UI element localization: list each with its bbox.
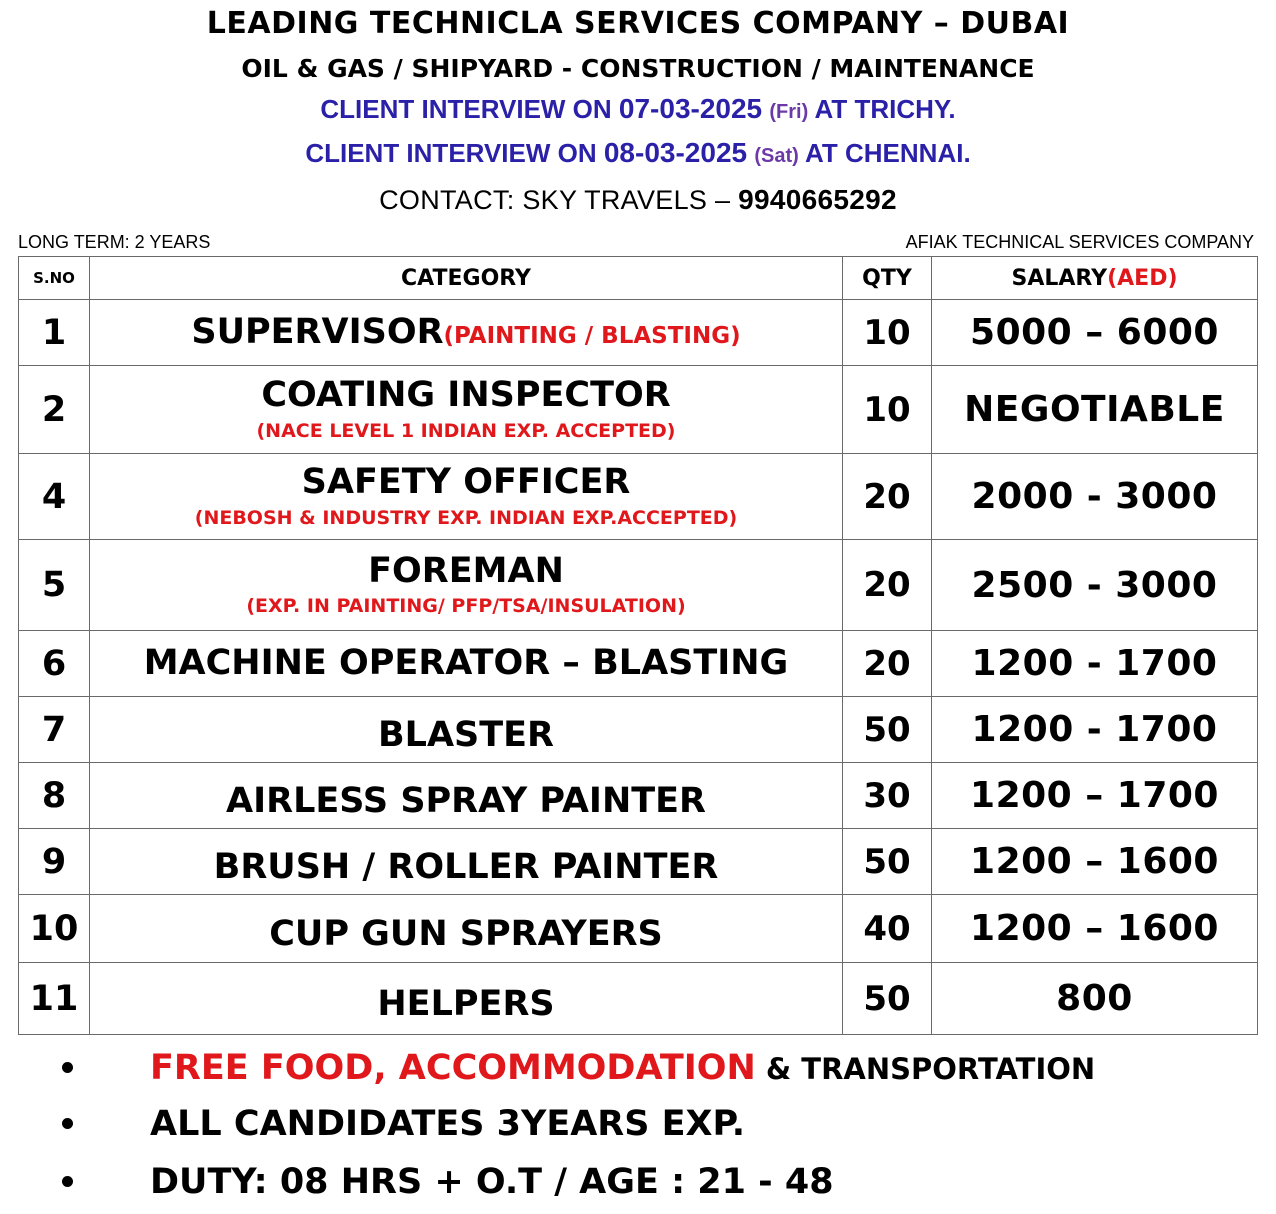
category-note: (PAINTING / BLASTING) — [443, 323, 741, 350]
row-sno: 6 — [19, 631, 90, 697]
row-sno: 1 — [19, 300, 90, 366]
row-qty: 20 — [843, 454, 932, 540]
row-category — [90, 540, 843, 631]
benefit-text: DUTY: 08 HRS + O.T / AGE : 21 - 48 — [150, 1162, 834, 1202]
category-title: AIRLESS SPRAY PAINTER — [226, 781, 706, 822]
category-title: HELPERS — [377, 984, 555, 1025]
table-header-row — [19, 257, 1258, 300]
interview-day: (Sat) — [754, 145, 799, 167]
interview-prefix: CLIENT INTERVIEW ON — [320, 94, 619, 124]
interview-trichy — [0, 93, 1276, 125]
row-category — [90, 963, 843, 1035]
row-salary: 1200 - 1700 — [932, 697, 1258, 763]
row-category — [90, 631, 843, 697]
interview-location: AT TRICHY. — [808, 94, 956, 124]
category-note: (EXP. IN PAINTING/ PFP/TSA/INSULATION) — [246, 595, 686, 618]
category-title: FOREMAN — [368, 550, 564, 591]
category-title: COATING INSPECTOR — [261, 375, 671, 416]
row-qty: 10 — [843, 300, 932, 366]
row-salary: 2500 - 3000 — [932, 540, 1258, 631]
row-sno: 9 — [19, 829, 90, 895]
row-salary: 5000 – 6000 — [932, 300, 1258, 366]
header-qty: QTY — [843, 257, 932, 300]
interview-day: (Fri) — [769, 101, 809, 123]
row-salary: 1200 – 1600 — [932, 829, 1258, 895]
row-salary: 1200 - 1700 — [932, 631, 1258, 697]
row-sno: 11 — [19, 963, 90, 1035]
row-category — [90, 697, 843, 763]
category-title: MACHINE OPERATOR – BLASTING — [143, 643, 789, 684]
table-row — [19, 300, 1258, 366]
row-sno: 8 — [19, 763, 90, 829]
bullet-icon — [62, 1062, 73, 1073]
row-qty: 50 — [843, 829, 932, 895]
row-qty: 20 — [843, 631, 932, 697]
row-qty: 30 — [843, 763, 932, 829]
row-sno: 2 — [19, 366, 90, 454]
row-category — [90, 763, 843, 829]
interview-chennai — [0, 137, 1276, 169]
benefit-text: & TRANSPORTATION — [755, 1052, 1096, 1086]
table-row — [19, 540, 1258, 631]
company-label: AFIAK TECHNICAL SERVICES COMPANY — [905, 232, 1254, 252]
header-sno: S.NO — [19, 257, 90, 300]
row-qty: 20 — [843, 540, 932, 631]
row-sno: 7 — [19, 697, 90, 763]
salary-label: SALARY — [1011, 265, 1108, 291]
row-qty: 50 — [843, 963, 932, 1035]
row-category — [90, 366, 843, 454]
row-sno: 10 — [19, 895, 90, 963]
row-qty: 50 — [843, 697, 932, 763]
page-subtitle: OIL & GAS / SHIPYARD - CONSTRUCTION / MAINTENANCE — [241, 54, 1035, 83]
category-title: BLASTER — [377, 715, 554, 756]
row-salary: 800 — [932, 963, 1258, 1035]
benefit-highlight: FREE FOOD, ACCOMMODATION — [150, 1048, 756, 1088]
category-title: CUP GUN SPRAYERS — [269, 914, 663, 955]
contact-line — [0, 184, 1276, 216]
row-qty: 10 — [843, 366, 932, 454]
bullet-icon — [62, 1176, 73, 1187]
category-note: (NEBOSH & INDUSTRY EXP. INDIAN EXP.ACCEPTED) — [194, 506, 738, 529]
interview-location: AT CHENNAI. — [798, 138, 971, 168]
category-title: SUPERVISOR — [191, 312, 444, 353]
row-category — [90, 895, 843, 963]
category-title: BRUSH / ROLLER PAINTER — [213, 847, 719, 888]
row-sno: 5 — [19, 540, 90, 631]
row-category — [90, 454, 843, 540]
row-salary: 1200 – 1700 — [932, 763, 1258, 829]
row-salary: NEGOTIABLE — [932, 366, 1258, 454]
row-category — [90, 300, 843, 366]
contact-label: CONTACT: SKY TRAVELS – — [379, 185, 739, 215]
interview-prefix: CLIENT INTERVIEW ON — [305, 138, 604, 168]
table-row — [19, 631, 1258, 697]
row-salary: 2000 - 3000 — [932, 454, 1258, 540]
category-note: (NACE LEVEL 1 INDIAN EXP. ACCEPTED) — [256, 419, 676, 442]
row-qty: 40 — [843, 895, 932, 963]
salary-unit: (AED) — [1107, 265, 1178, 291]
row-salary: 1200 – 1600 — [932, 895, 1258, 963]
row-sno: 4 — [19, 454, 90, 540]
table-row — [19, 829, 1258, 895]
table-row — [19, 763, 1258, 829]
table-row — [19, 697, 1258, 763]
table-row — [19, 895, 1258, 963]
contact-phone: 9940665292 — [738, 184, 897, 215]
interview-date: 07-03-2025 — [618, 93, 763, 124]
table-row — [19, 454, 1258, 540]
table-row — [19, 366, 1258, 454]
table-row — [19, 963, 1258, 1035]
category-title: SAFETY OFFICER — [301, 462, 631, 503]
term-label: LONG TERM: 2 YEARS — [18, 232, 211, 252]
header-salary — [932, 257, 1258, 300]
jobs-table — [18, 256, 1258, 1035]
row-category — [90, 829, 843, 895]
bullet-icon — [62, 1118, 73, 1129]
interview-date: 08-03-2025 — [603, 137, 748, 168]
page-title: LEADING TECHNICLA SERVICES COMPANY – DUBAI — [206, 6, 1070, 41]
benefit-text: ALL CANDIDATES 3YEARS EXP. — [150, 1104, 746, 1144]
header-category: CATEGORY — [90, 257, 843, 300]
